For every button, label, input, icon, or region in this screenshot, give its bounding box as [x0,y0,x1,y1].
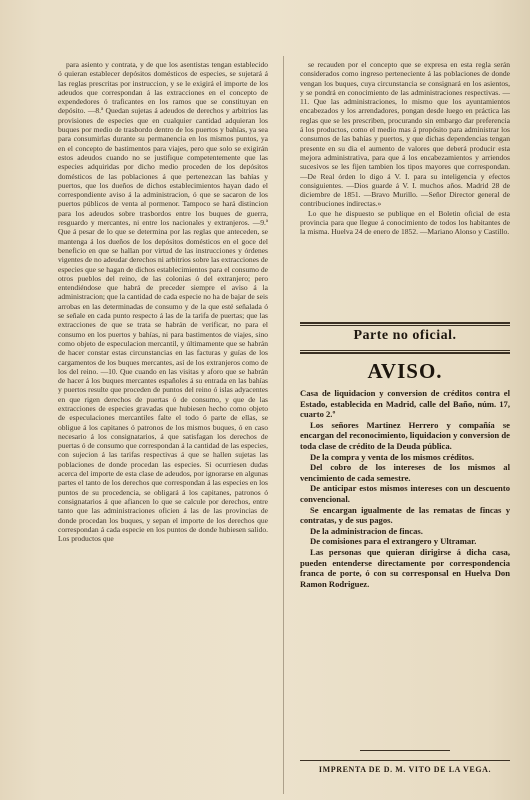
column-divider [283,56,284,794]
section-rule-bottom [300,352,510,354]
aviso-paragraph: Las personas que quieran dirigirse á dicha casa, pueden entenderse directamente por correspondencia franca de porte, ó con su corresponsal en Huelva Don Ramon Rodriguez. [300,546,510,589]
aviso-body [300,388,510,744]
printer-imprint: IMPRENTA DE D. M. VITO DE LA VEGA. [318,765,492,774]
aviso-paragraph: Casa de liquidacion y conversion de créditos contra el Estado, establecida en Madrid, calle del Baño, núm. 17, cuarto 2.º [300,388,510,420]
aviso-paragraph: De comisiones para el extrangero y Ultramar. [310,536,477,547]
section-rule-bottom-thin [300,350,510,351]
aviso-divider [360,750,450,751]
aviso-paragraph: De la compra y venta de los mismos créditos. [310,451,474,462]
right-column-text [300,60,510,318]
aviso-paragraph: Los señores Martinez Herrero y compañía se encargan del reconocimiento, liquidacion y conversion de toda clase de crédito de la Deuda pública. [300,419,510,451]
aviso-title: AVISO. [367,359,443,383]
section-rule-top-thin [300,325,510,326]
section-title: Parte no oficial. [353,328,457,343]
aviso-paragraph: De anticipar estos mismos intereses con un descuento convencional. [300,483,510,504]
aviso-paragraph: De la administracion de fincas. [310,525,423,536]
footer-rule [300,760,510,761]
right-column-paragraph: se recauden por el concepto que se expresa en esta regla serán considerados como ingreso perteneciente á las poblaciones de donde vengan los buques, cuya circunstancia se consignará en los asientos, y se pondrá en conocimiento de las administraciones respectivas. —11. Que las administraciones, lo mismo que los ayuntamientos encabezados y los arrendadores, pongan desde luego en práctica las reglas que se les prescriben, procurando sin embargo dar preferencia á los productos, como el medio mas á propósito para administrar los consumos de las bahías y puertos, y que dichas dependencias tengan presente en su dia el aumento de valores que deberá producir esta mejora administrativa, para que á los encabezamientos y arriendos sucesivos se les fijen tambien los tipos mayores que correspondan. —De Real órden lo digo á V. I. para su inteligencia y efectos consiguientes. —Dios guarde á V. I. muchos años. Madrid 28 de diciembre de 1851. —Bravo Murillo. —Señor Director general de contribuciones indirectas.» [300,60,510,209]
section-rule-top [300,322,510,324]
aviso-paragraph: Se encargan igualmente de las rematas de fincas y contratas, y de sus pagos. [300,504,510,526]
right-column-note: Lo que he dispuesto se publique en el Boletin oficial de esta provincia para que llegue á conocimiento de todos los habitantes de la misma. Huelva 24 de enero de 1852. —Mariano Alonso y Castillo. [300,208,510,237]
left-column-text [58,60,268,792]
aviso-paragraph: Del cobro de los intereses de los mismos al vencimiento de cada semestre. [300,462,510,483]
left-column-paragraph: para asiento y contrata, y de que los asentistas tengan establecido ó quieran establecer depósitos domésticos de especies, se sujetará á las reglas prescritas por instruccion, y se le exigirá el importe de los adeudos que correspondan á las extracciones en el concepto de expendedores ó traficantes en los ramos que se constituyan en depósito. —8.ª Quedan sujetas á adeudos de derechos y arbitrios las provisiones de especies que en cualquier cantidad adquieran los buques por medio de trasbordo dentro de los puertos y bahías, ya sea para consumirlas durante su permanencia en los mismos puntos, ya en el concepto de bastimentos para viajes, pero que solo se exigirán estos adeudos cuando no se justifique competentemente que las especies adquiridas por dicho medio proceden de los depósitos domésticos de las poblaciones á que pertenezcan las bahías y puertos, que los dueños de dichos establecimientos hayan dado el correspondiente aviso á la administracion, ó que se sacaron de los puertos públicos de venta al pormenor. Tampoco se hará distincion para los adeudos sobre trasbordos entre los buques de guerra, resguardo y mercantes, ni entre los nacionales y extranjeros. —9.ª Que á pesar de lo que se determina por las reglas que anteceden, se mantenga á los dueños de los depósitos domésticos en el goce del beneficio en que se hallan por virtud de las instrucciones y órdenes vigentes de no adeudar derechos ni arbitrios sobre las extracciones de especies que se hagan de dichos establecimientos para el consumo de otros pueblos del reino, de las colonias ó del extranjero; pero entendiéndose que habrá de preceder siempre el aviso á la administracion; que la cantidad de cada especie no ha de bajar de seis arrobas en las determinadas de consumo y de la que esté señalada ó se señale en cada punto respecto á las de la tarifa de puertas; que las extracciones de que se trata se habrán de verificar, no para el consumo en los puertos y bahías, ni para bastimentos de viajes, sino como objeto de especulacion mercantil, y últimamente que se habrán de hacer constar estas circunstancias en las facturas y guías de los cargamentos de los buques mercantes, así de los extranjeros como de los del reino. —10. Que cuando en las visitas y aforo que se habrán de hacer á los buques mercantes españoles á su entrada en las bahías y puertos resulte que proceden de puntos del reino ó islas adyacentes en que rigen derechos de puertas ó de consumo, y que de las extracciones de especies gravadas que hubiesen hecho como objeto de especulaciones mercantiles falte el todo ó parte de ellas, se obligue á los capitanes ó patronos de los mismos buques, ó en caso necesario á los consignatarios, á que satisfagan los derechos de puertas ó de consumo que correspondan á la cantidad de las especies, con sujecion á las tarifas respectivas á que se hallen sujetas las poblaciones de donde procedan las especies. Si ocurriesen dudas acerca del importe de esta clase de adeudos, por ignorarse en algunas partes el tanto de los derechos que correspondan á las especies en los puntos de su procedencia, se obligará á los capitanes, patronos ó consignatarios á que afiancen lo que se calcule por derechos, entre tanto que las administraciones oficien á las de las provincias de donde procedan los buques, y sepan el importe de los derechos que correspondan á cada especie en los puntos de donde hubiesen salido. Los productos que [58,60,268,544]
